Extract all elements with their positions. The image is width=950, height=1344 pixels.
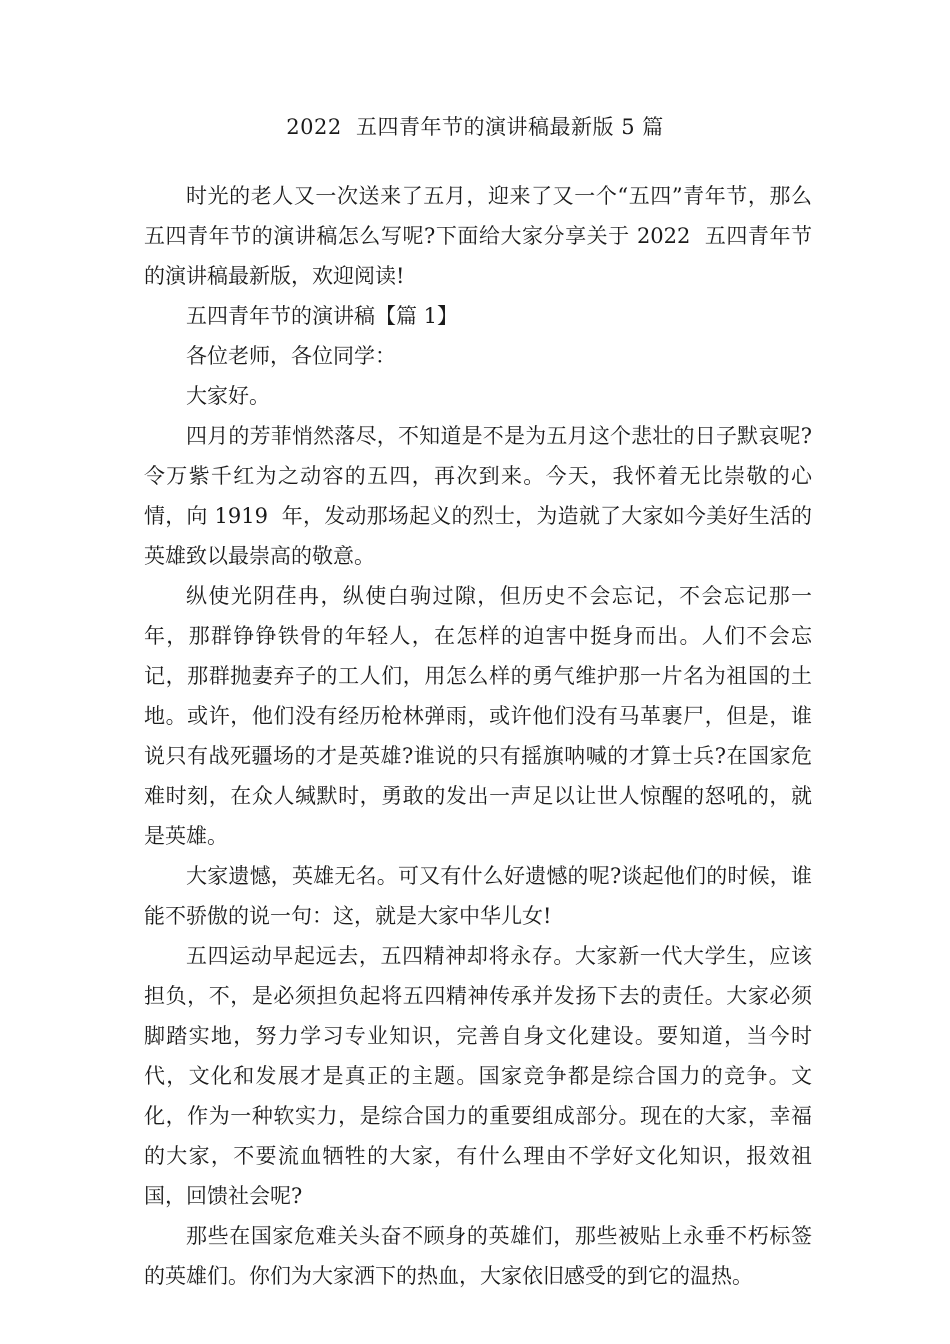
paragraph-intro: 时光的老人又一次送来了五月，迎来了又一个“五四”青年节，那么五四青年节的演讲稿怎么写呢?下面给大家分享关于 2022 五四青年节的演讲稿最新版，欢迎阅读!: [144, 184, 812, 288]
paragraph: 四月的芳菲悄然落尽，不知道是不是为五月这个悲壮的日子默哀呢?令万紫千红为之动容的五四，再次到来。今天，我怀着无比崇敬的心情，向 1919 年，发动那场起义的烈士，为造就了大家如今美好生活的英雄致以最崇高的敬意。: [144, 424, 812, 568]
paragraph: 大家遗憾，英雄无名。可又有什么好遗憾的呢?谈起他们的时候，谁能不骄傲的说一句：这，就是大家中华儿女!: [144, 864, 812, 928]
paragraph-salutation: 各位老师，各位同学：: [186, 344, 396, 368]
paragraph: 那些在国家危难关头奋不顾身的英雄们，那些被贴上永垂不朽标签的英雄们。你们为大家洒下的热血，大家依旧感受的到它的温热。: [144, 1224, 812, 1288]
document-body: [144, 176, 812, 1296]
document-title: 2022 五四青年节的演讲稿最新版 5 篇: [286, 115, 664, 139]
section-heading: 五四青年节的演讲稿【篇 1】: [186, 304, 459, 328]
paragraph: 五四运动早起远去，五四精神却将永存。大家新一代大学生，应该担负，不，是必须担负起将五四精神传承并发扬下去的责任。大家必须脚踏实地，努力学习专业知识，完善自身文化建设。要知道，当今时代，文化和发展才是真正的主题。国家竞争都是综合国力的竞争。文化，作为一种软实力，是综合国力的重要组成部分。现在的大家，幸福的大家，不要流血牺牲的大家，有什么理由不学好文化知识，报效祖国，回馈社会呢?: [144, 944, 812, 1208]
paragraph: 纵使光阴荏冉，纵使白驹过隙，但历史不会忘记，不会忘记那一年，那群铮铮铁骨的年轻人，在怎样的迫害中挺身而出。人们不会忘记，那群抛妻弃子的工人们，用怎么样的勇气维护那一片名为祖国的土地。或许，他们没有经历枪林弹雨，或许他们没有马革裹尸，但是，谁说只有战死疆场的才是英雄?谁说的只有摇旗呐喊的才算士兵?在国家危难时刻，在众人缄默时，勇敢的发出一声足以让世人惊醒的怒吼的，就是英雄。: [144, 584, 812, 848]
paragraph-greeting: 大家好。: [186, 384, 270, 408]
